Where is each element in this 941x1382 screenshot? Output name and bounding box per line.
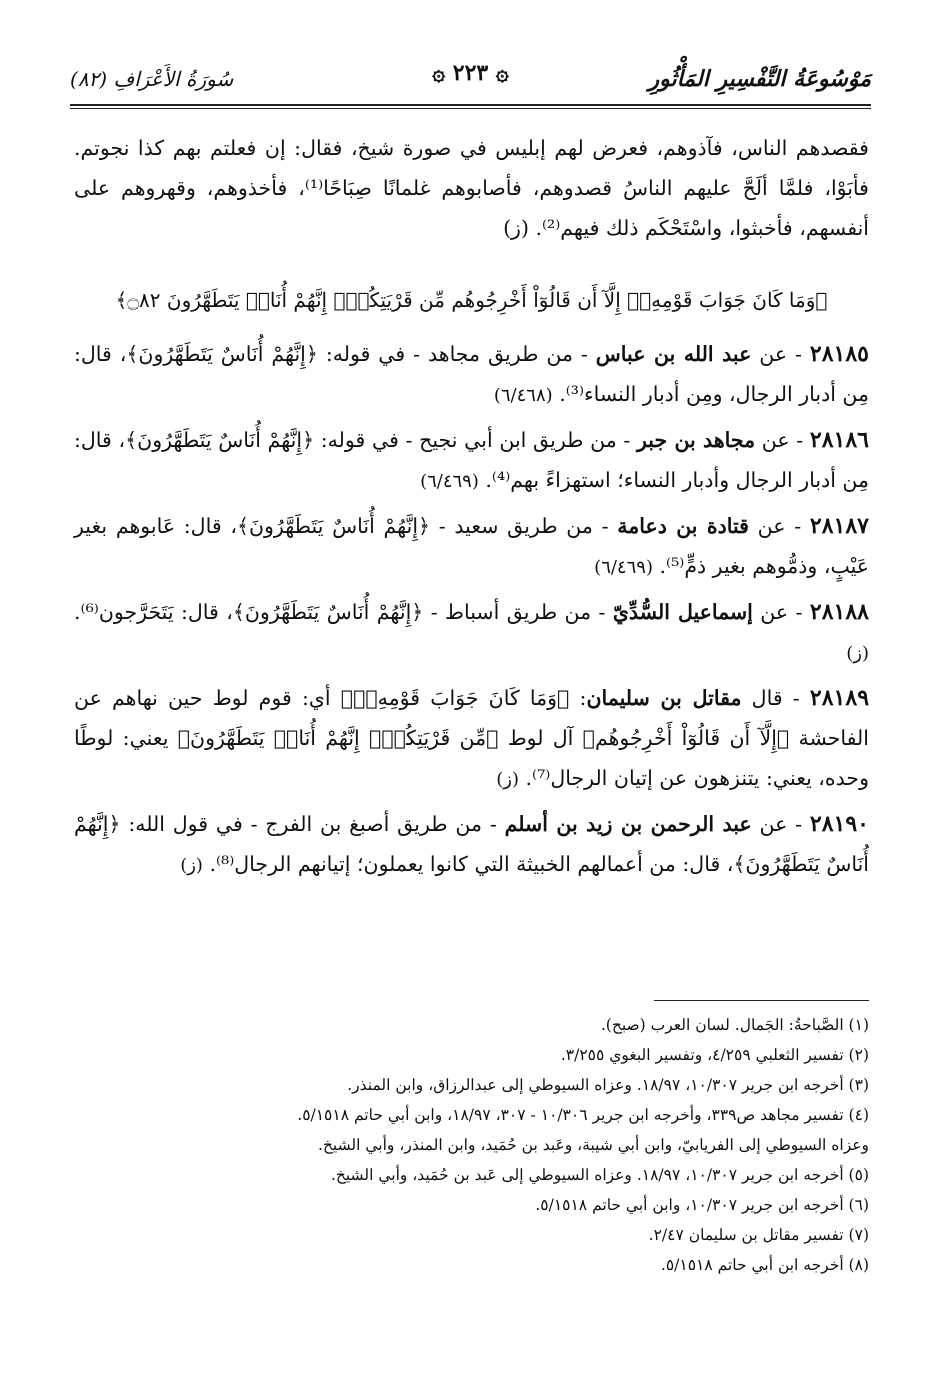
entry-prefix: - قال — [741, 686, 810, 710]
page-number: ۞ ٢٢٣ ۞ — [432, 60, 509, 86]
entry-reference: (٦/٤٦٩) — [594, 557, 653, 578]
footnote: (٥) أخرجه ابن جرير ١٠/٣٠٧، ١٨/٩٧. وعزاه السيوطي إلى عَبد بن حُمَيد، وأبي الشيخ. — [330, 1166, 869, 1184]
narration-entry — [74, 678, 869, 800]
entry-prefix: - عن — [751, 812, 810, 836]
entry-number: ٢٨١٨٦ — [809, 427, 869, 453]
entry-reference: (٦/٤٦٨) — [493, 385, 553, 406]
entry-prefix: - عن — [755, 428, 810, 452]
page-header — [70, 60, 871, 98]
narration-entry — [74, 334, 869, 416]
book-title: مَوْسُوعَةُ التَّفْسِيرِ المَأْثُورِ — [648, 66, 871, 92]
entry-reference: (ز) — [846, 643, 869, 664]
narration-entry — [74, 420, 869, 502]
entry-text: - من طريق أصبغ بن الفرج - في قول الله: ﴿إِنَّهُمْ أُنَاسٌ يَتَطَهَّرُونَ﴾، قال: من أعمالهم الخبيثة التي كانوا يعملون؛ إتيانهم الرجال⁽⁸⁾. — [74, 812, 869, 876]
footnote: (٢) تفسير الثعلبي ٤/٢٥٩، وتفسير البغوي ٣/٢٥٥. — [560, 1046, 869, 1064]
entry-number: ٢٨١٨٩ — [809, 685, 870, 711]
entry-text: : ﴿وَمَا كَانَ جَوَابَ قَوْمِهِۦٓ﴾ أي: قوم لوط حين نهاهم عن الفاحشة ﴿إِلَّآ أَن قَالُوٓاْ أَخْرِجُوهُم﴾ آل لوط ﴿مِّن قَرْيَتِكُمْۖ إِنَّهُمْ أُنَاسٞ يَتَطَهَّرُونَ﴾ يعني: لوطًا وحده، يعني: يتنزهون عن إتيان الرجال⁽⁷⁾. — [74, 686, 869, 790]
footnote: (١) الصَّباحةُ: الجَمال. لسان العرب (صبح). — [600, 1016, 869, 1034]
entry-text: - من طريق سعيد - ﴿إِنَّهُمْ أُنَاسٌ يَتَطَهَّرُونَ﴾، قال: عَابوهم بغير عَيْبٍ، وذمُّوهم بغير ذمٍّ⁽⁵⁾. — [74, 514, 869, 578]
entry-prefix: - عن — [751, 342, 810, 366]
footnote: (٨) أخرجه ابن أبي حاتم ٥/١٥١٨. — [660, 1256, 869, 1274]
intro-line: فأخذوهم، وقهروهم على أنفسهم، فأخبثوا، واسْتَحْكَم ذلك فيهم⁽²⁾. (ز) — [74, 176, 869, 240]
entry-text: - من طريق أسباط - ﴿إِنَّهُمْ أُنَاسٌ يَتَطَهَّرُونَ﴾، قال: يَتَحَرَّجون⁽⁶⁾. — [74, 600, 613, 624]
footnote-separator — [654, 1000, 869, 1001]
entry-reference: (ز) — [180, 855, 203, 876]
entry-prefix: - عن — [748, 514, 810, 538]
narrator-name: إسماعيل السُّدِّيّ — [612, 600, 753, 624]
entry-number: ٢٨١٩٠ — [809, 811, 869, 837]
narration-entry — [74, 592, 869, 674]
header-rule — [70, 104, 871, 109]
footnote: (٣) أخرجه ابن جرير ١٠/٣٠٧، ١٨/٩٧. وعزاه السيوطي إلى عبدالرزاق، وابن المنذر. — [347, 1076, 869, 1094]
entry-number: ٢٨١٨٨ — [809, 599, 869, 625]
entry-number: ٢٨١٨٥ — [809, 341, 869, 367]
narration-entry — [74, 506, 869, 588]
surah-title: سُورَةُ الأَعْرَافِ (٨٢) — [70, 67, 234, 91]
narrator-name: مقاتل بن سليمان — [586, 686, 742, 710]
narrator-name: عبد الرحمن بن زيد بن أسلم — [504, 812, 752, 836]
intro-line: كذا نجوتم. فأبَوْا، فلمَّا ألَحَّ عليهم الناسُ قصدوهم، فأصابوهم غلمانًا صِبَاحًا⁽¹⁾، — [74, 136, 869, 200]
footnote: (٧) تفسير مقاتل بن سليمان ٢/٤٧. — [648, 1226, 869, 1244]
entry-reference: (٦/٤٦٩) — [420, 471, 479, 492]
quran-verse: ﴿وَمَا كَانَ جَوَابَ قَوْمِهِۦٓ إِلَّآ أَن قَالُوٓاْ أَخْرِجُوهُم مِّن قَرْيَتِكُمْۖ إِنَّهُمْ أُنَاسٞ يَتَطَهَّرُونَ ۝٨٢﴾ — [115, 288, 828, 312]
intro-line: فقصدهم الناس، فآذوهم، فعرض لهم إبليس في صورة شيخ، فقال: إن فعلتم بهم — [172, 136, 869, 160]
narration-entry — [74, 804, 869, 886]
entry-prefix: - عن — [752, 600, 810, 624]
entry-number: ٢٨١٨٧ — [809, 513, 869, 539]
entry-text: - من طريق ابن أبي نجيح - في قوله: ﴿إِنَّهُمْ أُنَاسٌ يَتَطَهَّرُونَ﴾، قال: مِن أدبار الرجال وأدبار النساء؛ استهزاءً بهم⁽⁴⁾. — [74, 428, 869, 492]
footnotes — [74, 1010, 869, 1280]
intro-paragraph — [74, 128, 869, 248]
narrator-name: عبد الله بن عباس — [595, 342, 752, 366]
footnote: (٦) أخرجه ابن جرير ١٠/٣٠٧، وابن أبي حاتم ٥/١٥١٨. — [535, 1196, 869, 1214]
narrator-name: مجاهد بن جبر — [636, 428, 756, 452]
entry-reference: (ز) — [496, 769, 519, 790]
footnote: وعزاه السيوطي إلى الفريابيّ، وابن أبي شيبة، وعَبد بن حُمَيد، وابن المنذر، وأبي الشيخ. — [317, 1136, 869, 1154]
narrator-name: قتادة بن دعامة — [617, 514, 749, 538]
entry-text: - من طريق مجاهد - في قوله: ﴿إِنَّهُمْ أُنَاسٌ يَتَطَهَّرُونَ﴾، قال: مِن أدبار الرجال، ومِن أدبار النساء⁽³⁾. — [74, 342, 869, 406]
page-body — [74, 128, 869, 890]
footnote: (٤) تفسير مجاهد ص٣٣٩، وأخرجه ابن جرير ١٠/٣٠٦ - ٣٠٧، ١٨/٩٧، وابن أبي حاتم ٥/١٥١٨. — [297, 1106, 869, 1124]
